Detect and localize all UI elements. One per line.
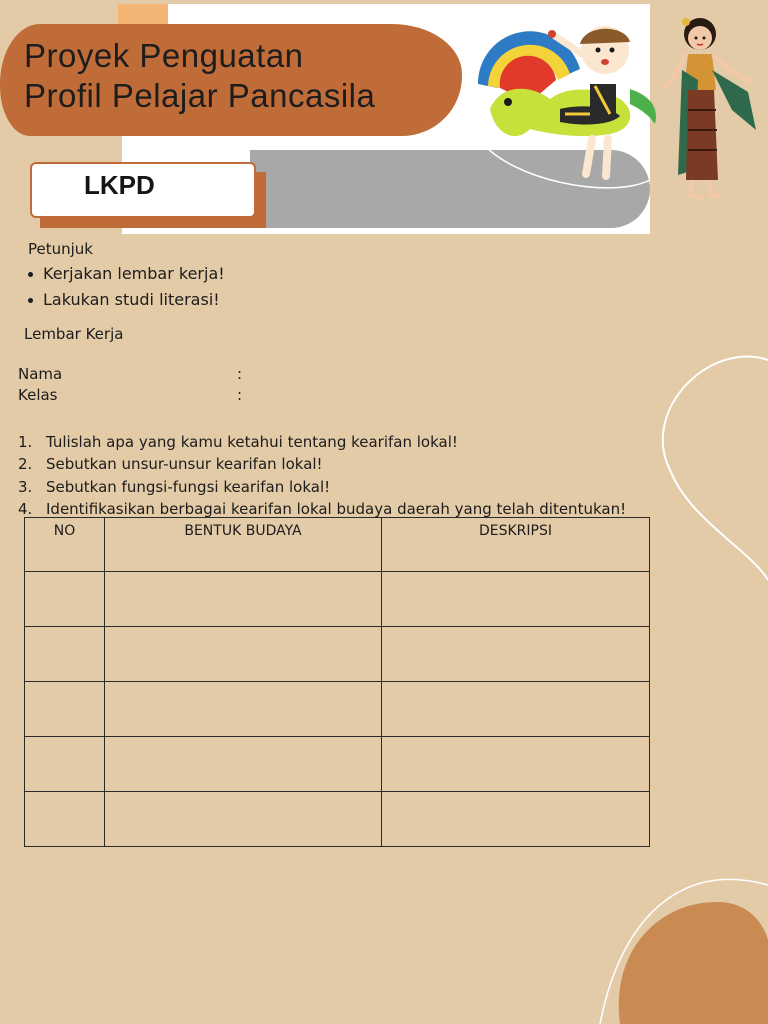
- name-field-label: Nama: [18, 365, 63, 383]
- table-header-row: [25, 518, 650, 572]
- table-cell[interactable]: [25, 627, 105, 682]
- column-header-bentuk-budaya: BENTUK BUDAYA: [105, 518, 382, 572]
- question-item: 4. Identifikasikan berbagai kearifan lokal budaya daerah yang telah ditentukan!: [18, 500, 627, 518]
- worksheet-heading: Lembar Kerja: [24, 325, 124, 343]
- table-cell[interactable]: [382, 682, 650, 737]
- instruction-item: Kerjakan lembar kerja!: [28, 264, 225, 283]
- page-title: [24, 36, 375, 116]
- column-header-deskripsi: DESKRIPSI: [382, 518, 650, 572]
- class-field-label: Kelas: [18, 386, 58, 404]
- table-cell[interactable]: [382, 792, 650, 847]
- table-cell[interactable]: [105, 792, 382, 847]
- table-cell[interactable]: [25, 572, 105, 627]
- table-row: [25, 572, 650, 627]
- instructions-heading: Petunjuk: [28, 240, 93, 258]
- bullet-icon: [28, 298, 33, 303]
- table-cell[interactable]: [382, 572, 650, 627]
- title-line-2: Profil Pelajar Pancasila: [24, 77, 376, 114]
- bullet-icon: [28, 272, 33, 277]
- title-line-1: Proyek Penguatan: [24, 37, 304, 74]
- table-cell[interactable]: [25, 792, 105, 847]
- table-cell[interactable]: [382, 737, 650, 792]
- question-item: 3. Sebutkan fungsi-fungsi kearifan lokal!: [18, 478, 331, 496]
- table-cell[interactable]: [105, 682, 382, 737]
- class-field-separator: :: [237, 386, 243, 404]
- column-header-no: NO: [25, 518, 105, 572]
- culture-table: [24, 517, 650, 847]
- table-cell[interactable]: [105, 627, 382, 682]
- table-row: [25, 792, 650, 847]
- table-cell[interactable]: [105, 737, 382, 792]
- table-cell[interactable]: [382, 627, 650, 682]
- name-field-separator: :: [237, 365, 243, 383]
- lkpd-label: LKPD: [84, 170, 155, 200]
- table-cell[interactable]: [25, 682, 105, 737]
- table-row: [25, 737, 650, 792]
- instruction-item: Lakukan studi literasi!: [28, 290, 220, 309]
- question-item: 1. Tulislah apa yang kamu ketahui tentang kearifan lokal!: [18, 433, 458, 451]
- table-row: [25, 627, 650, 682]
- table-cell[interactable]: [105, 572, 382, 627]
- question-item: 2. Sebutkan unsur-unsur kearifan lokal!: [18, 455, 323, 473]
- table-cell[interactable]: [25, 737, 105, 792]
- table-row: [25, 682, 650, 737]
